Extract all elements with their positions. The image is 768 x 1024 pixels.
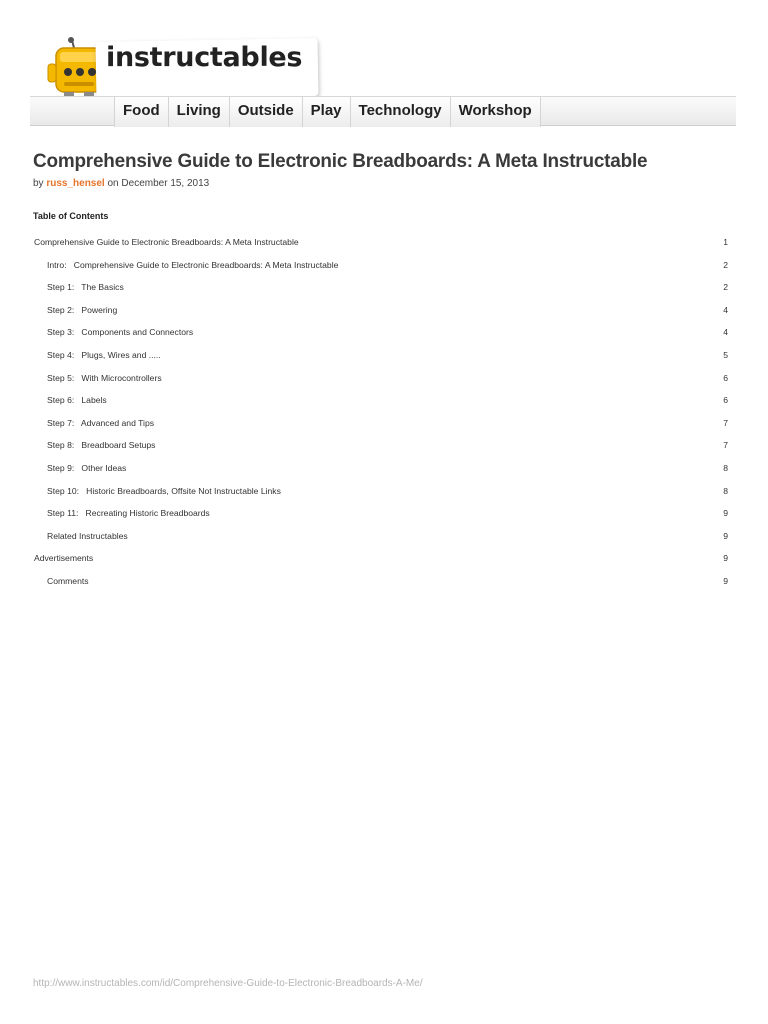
toc-entry-label: Step 10: Historic Breadboards, Offsite Not Instructable Links [47,485,281,496]
toc-entry-label: Step 5: With Microcontrollers [47,372,162,383]
toc-entry-label: Step 1: The Basics [47,282,124,293]
toc-entry-label: Step 4: Plugs, Wires and ..... [47,350,161,360]
nav-item-play[interactable]: Play [302,97,351,127]
category-nav [30,96,736,126]
toc-entry[interactable] [34,344,728,366]
toc-entry-label: Step 11: Recreating Historic Breadboards [47,508,210,519]
toc-leader-dots [342,260,710,270]
toc-leader-dots [159,440,710,450]
nav-item-technology[interactable]: Technology [350,97,451,127]
toc-entry-page: 8 [723,485,728,496]
toc-entry-page: 6 [723,372,728,383]
toc-entry[interactable] [34,367,728,389]
toc-entry-page: 2 [723,282,728,293]
toc-entry[interactable] [34,480,728,502]
toc-leader-dots [166,373,710,383]
toc-leader-dots [158,418,710,428]
toc-entry-label: Step 7: Advanced and Tips [47,417,155,428]
toc-leader-dots [214,508,710,518]
toc-entry-label: Intro: Comprehensive Guide to Electronic Breadboards: A Meta Instructable [47,259,339,270]
site-logo[interactable]: instructables [106,42,303,73]
toc-entry[interactable] [34,321,728,343]
site-header [30,30,736,130]
toc-leader-dots [303,237,710,247]
toc-entry-page: 4 [723,327,728,338]
toc-entry[interactable] [34,276,728,298]
toc-entry-label: Advertisements [34,553,94,564]
toc-heading: Table of Contents [33,211,109,221]
toc-entry-page: 5 [723,350,728,360]
toc-entry-page: 8 [723,463,728,473]
author-link[interactable]: russ_hensel [46,178,105,189]
toc-entry[interactable] [34,254,728,276]
toc-entry-page: 7 [723,440,728,451]
toc-entry-page: 1 [723,237,728,247]
byline-on: on [107,178,119,189]
toc-leader-dots [285,486,710,496]
toc-entry[interactable] [34,502,728,524]
toc-entry-label: Related Instructables [47,530,128,541]
toc-entry-label: Step 3: Components and Connectors [47,327,194,338]
toc-entry[interactable] [34,231,728,253]
toc-entry[interactable] [34,412,728,434]
toc-entry[interactable] [34,525,728,547]
footer-url[interactable]: http://www.instructables.com/id/Comprehensive-Guide-to-Electronic-Breadboards-A-Me/ [33,978,423,989]
toc-entry[interactable] [34,457,728,479]
nav-item-workshop[interactable]: Workshop [450,97,541,127]
nav-item-living[interactable]: Living [168,97,230,127]
toc-leader-dots [197,327,710,337]
toc-entry-page: 2 [723,259,728,270]
toc-entry[interactable] [34,547,728,569]
toc-leader-dots [121,305,710,315]
toc-leader-dots [132,531,710,541]
toc-entry-page: 9 [723,530,728,541]
toc-leader-dots [128,282,710,292]
toc-entry[interactable] [34,570,728,592]
toc-entry-page: 7 [723,417,728,428]
toc-entry-page: 6 [723,395,728,406]
toc-entry[interactable] [34,299,728,321]
toc-entry-label: Step 9: Other Ideas [47,463,127,473]
toc-entry-page: 9 [723,553,728,564]
byline [33,178,209,189]
toc-entry-label: Step 6: Labels [47,395,107,406]
toc-entry-label: Step 2: Powering [47,304,118,315]
toc-leader-dots [97,553,710,563]
nav-item-food[interactable]: Food [114,97,169,127]
toc-entry-page: 9 [723,576,728,586]
toc-entry-label: Comments [47,576,89,586]
page-title: Comprehensive Guide to Electronic Breadboards: A Meta Instructable [33,150,648,172]
toc-leader-dots [111,395,710,405]
toc-leader-dots [165,350,710,360]
nav-item-outside[interactable]: Outside [229,97,303,127]
toc-entry-page: 4 [723,304,728,315]
toc-leader-dots [93,576,710,586]
toc-entry[interactable] [34,434,728,456]
toc-entry[interactable] [34,389,728,411]
toc-entry-page: 9 [723,508,728,519]
toc-entry-label: Step 8: Breadboard Setups [47,440,156,451]
byline-by: by [33,178,44,189]
toc-entry-label: Comprehensive Guide to Electronic Breadboards: A Meta Instructable [34,237,299,247]
toc-leader-dots [130,463,710,473]
publish-date: December 15, 2013 [121,178,210,189]
